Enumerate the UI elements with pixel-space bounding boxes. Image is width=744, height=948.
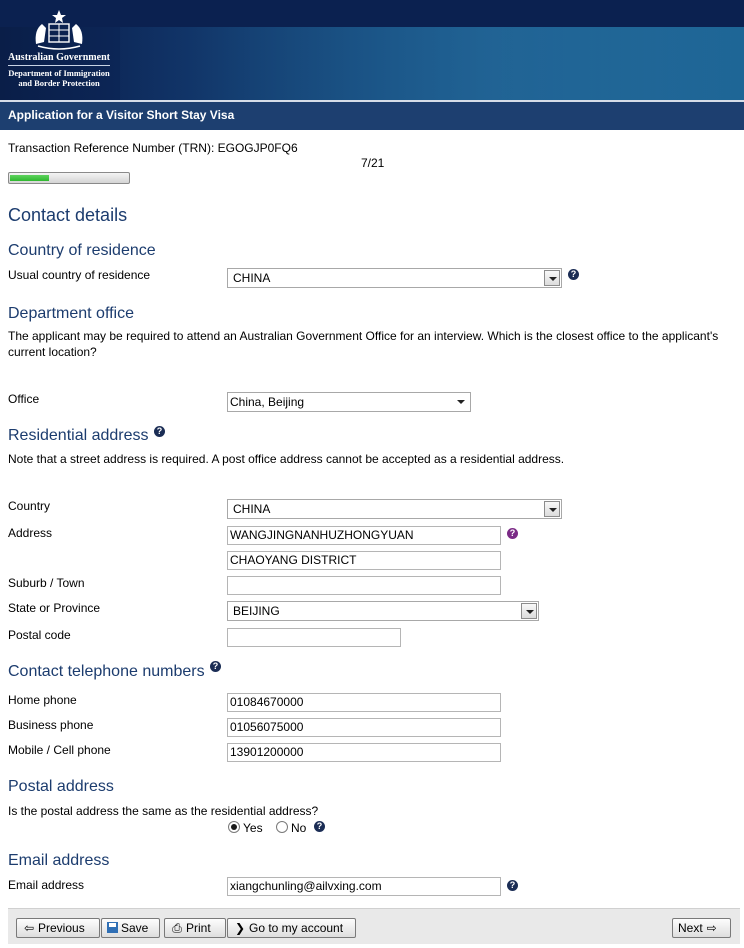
arrow-left-icon: ⇦: [23, 921, 35, 935]
header-gradient: [120, 27, 744, 100]
usual-country-label: Usual country of residence: [8, 268, 151, 282]
section-postal-address: Postal address: [8, 778, 114, 795]
question-circle-icon[interactable]: ?: [507, 880, 518, 891]
next-label: Next: [678, 921, 703, 935]
question-circle-icon[interactable]: ?: [568, 269, 579, 280]
save-button[interactable]: [101, 918, 160, 938]
footer-toolbar: [8, 908, 740, 944]
business-phone-input[interactable]: 01056075000: [227, 718, 501, 737]
usual-country-select[interactable]: [227, 268, 562, 288]
print-button[interactable]: [164, 918, 226, 938]
trn-label: Transaction Reference Number (TRN): EGOGJP0FQ6: [8, 141, 298, 155]
usual-country-value: CHINA: [233, 271, 271, 285]
progress-fill: [10, 175, 49, 181]
question-circle-icon[interactable]: ?: [154, 426, 165, 437]
home-phone-label: Home phone: [8, 693, 77, 707]
header-band: [0, 0, 744, 27]
gov-name: Australian Government: [8, 52, 110, 63]
state-label: State or Province: [8, 601, 101, 615]
section-contact-telephone: Contact telephone numbers: [8, 663, 205, 680]
postal-same-yes-label[interactable]: Yes: [243, 821, 263, 835]
dept-line-2: and Border Protection: [18, 78, 100, 88]
state-value: BEIJING: [233, 604, 280, 618]
postal-same-no-label[interactable]: No: [291, 821, 307, 835]
print-label: Print: [186, 921, 211, 935]
email-label: Email address: [8, 878, 85, 892]
suburb-label: Suburb / Town: [8, 576, 85, 590]
dept-name: [0, 68, 118, 88]
business-phone-label: Business phone: [8, 718, 94, 732]
step-counter: 7/21: [361, 156, 385, 170]
address-line-1-input[interactable]: WANGJINGNANHUZHONGYUAN: [227, 526, 501, 545]
suburb-input[interactable]: [227, 576, 501, 595]
question-circle-icon[interactable]: ?: [314, 821, 325, 832]
chevron-down-icon[interactable]: [544, 270, 560, 286]
gov-divider: [8, 65, 110, 66]
section-residential-address: Residential address: [8, 427, 149, 444]
site-header: [0, 0, 744, 100]
office-label: Office: [8, 392, 40, 406]
mobile-phone-label: Mobile / Cell phone: [8, 743, 111, 757]
country-value: CHINA: [233, 502, 271, 516]
country-select[interactable]: [227, 499, 562, 519]
office-value: China, Beijing: [230, 395, 305, 409]
go-to-account-button[interactable]: [227, 918, 356, 938]
question-circle-icon[interactable]: ?: [507, 528, 518, 539]
office-select[interactable]: [227, 392, 471, 412]
postal-same-question: Is the postal address the same as the residential address?: [8, 804, 319, 818]
department-office-description: The applicant may be required to attend an Australian Government Office for an interview. Which is the closest office to the applicant's current location?: [8, 329, 719, 359]
email-input[interactable]: xiangchunling@ailvxing.com: [227, 877, 501, 896]
postal-code-label: Postal code: [8, 628, 71, 642]
address-label: Address: [8, 526, 53, 540]
state-select[interactable]: [227, 601, 539, 621]
postal-code-input[interactable]: [227, 628, 401, 647]
country-label: Country: [8, 499, 51, 513]
account-label: Go to my account: [249, 921, 344, 935]
mobile-phone-input[interactable]: 13901200000: [227, 743, 501, 762]
chevron-right-icon: ❯: [234, 921, 246, 935]
previous-button[interactable]: [16, 918, 100, 938]
question-circle-icon[interactable]: ?: [210, 661, 221, 672]
section-department-office: Department office: [8, 305, 134, 322]
chevron-down-icon[interactable]: [453, 394, 469, 410]
chevron-down-icon[interactable]: [521, 603, 537, 619]
chevron-down-icon[interactable]: [544, 501, 560, 517]
progress-bar: [8, 172, 130, 184]
printer-icon: ⎙: [172, 921, 182, 935]
application-title: Application for a Visitor Short Stay Visa: [0, 100, 744, 130]
section-country-of-residence: Country of residence: [8, 242, 156, 259]
floppy-disk-icon: [107, 922, 118, 933]
postal-same-no-radio[interactable]: [276, 821, 288, 833]
residential-address-note: Note that a street address is required. A post office address cannot be accepted as a residential address.: [8, 452, 565, 466]
coat-of-arms-icon: [30, 8, 88, 50]
page-title: Contact details: [8, 205, 128, 225]
address-line-2-input[interactable]: CHAOYANG DISTRICT: [227, 551, 501, 570]
postal-same-yes-radio[interactable]: [228, 821, 240, 833]
section-email-address: Email address: [8, 852, 110, 869]
previous-label: Previous: [38, 921, 85, 935]
arrow-right-icon: ⇨: [706, 921, 717, 935]
next-button[interactable]: [672, 918, 731, 938]
dept-line-1: Department of Immigration: [8, 68, 110, 78]
save-label: Save: [121, 921, 149, 935]
home-phone-input[interactable]: 01084670000: [227, 693, 501, 712]
